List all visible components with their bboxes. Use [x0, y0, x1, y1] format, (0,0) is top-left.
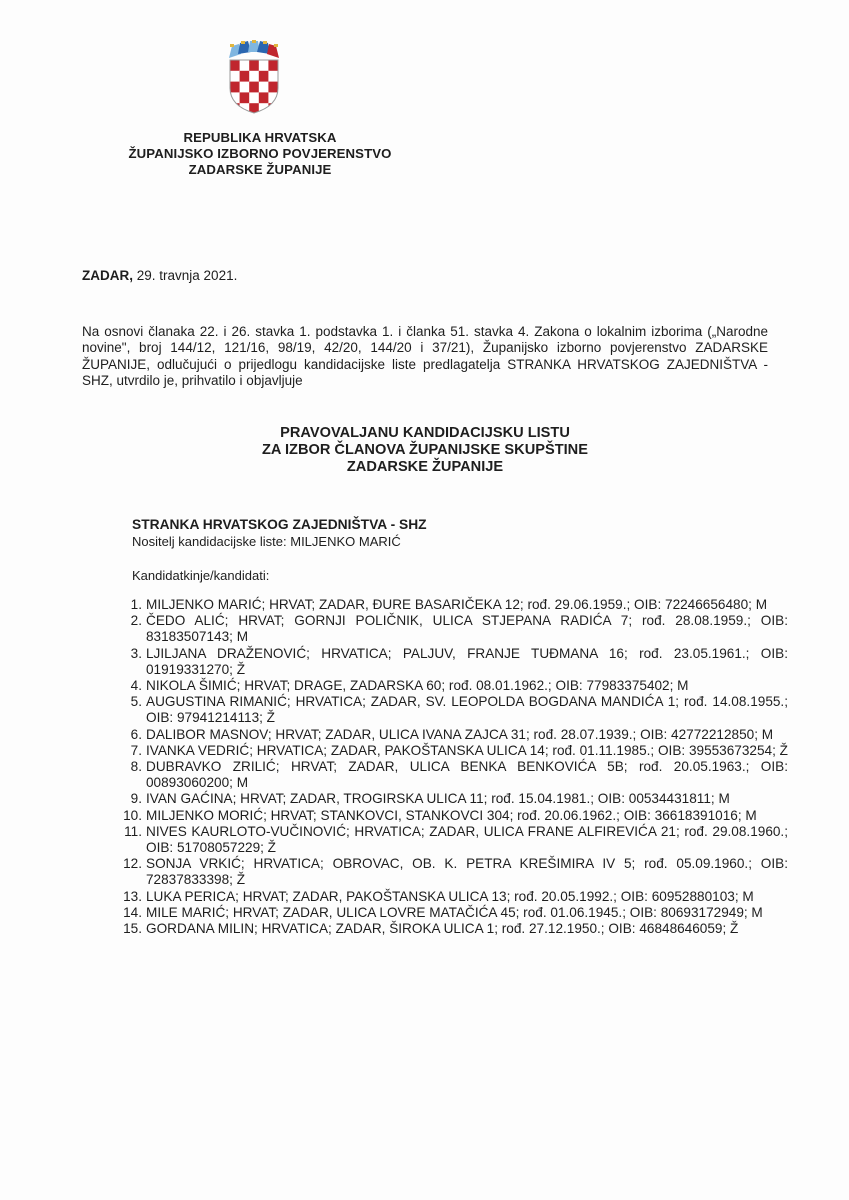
candidate-item: [120, 727, 788, 743]
candidate-details: AUGUSTINA RIMANIĆ; HRVATICA; ZADAR, SV. LEOPOLDA BOGDANA MANDIĆA 1; rođ. 14.08.1955.; OIB: 97941214113; Ž: [146, 694, 788, 726]
candidate-number: 11.: [124, 823, 142, 839]
candidate-number: 7.: [130, 742, 142, 758]
candidate-number: 14.: [123, 904, 142, 920]
candidate-item: [120, 921, 788, 937]
date-place: ZADAR,: [82, 268, 133, 283]
candidate-item: [120, 597, 788, 613]
candidate-number: 4.: [130, 678, 142, 694]
croatian-coat-of-arms-icon: [226, 40, 282, 114]
candidate-number: 15.: [123, 921, 142, 937]
candidate-number: 6.: [130, 726, 142, 742]
candidate-item: [120, 808, 788, 824]
candidate-details: DALIBOR MASNOV; HRVAT; ZADAR, ULICA IVANA ZAJCA 31; rođ. 28.07.1939.; OIB: 42772212850; M: [146, 726, 774, 742]
header-line-2: ŽUPANIJSKO IZBORNO POVJERENSTVO: [128, 146, 392, 161]
candidate-details: SONJA VRKIĆ; HRVATICA; OBROVAC, OB. K. PETRA KREŠIMIRA IV 5; rođ. 05.09.1960.; OIB: 72837833398; Ž: [146, 856, 788, 888]
candidate-details: LJILJANA DRAŽENOVIĆ; HRVATICA; PALJUV, FRANJE TUĐMANA 16; rođ. 23.05.1961.; OIB: 01919331270; Ž: [146, 645, 788, 677]
candidate-item: [120, 824, 788, 856]
candidate-details: IVAN GAĆINA; HRVAT; ZADAR, TROGIRSKA ULICA 11; rođ. 15.04.1981.; OIB: 00534431811; M: [146, 791, 730, 807]
candidate-details: DUBRAVKO ZRILIĆ; HRVAT; ZADAR, ULICA BENKA BENKOVIĆA 5B; rođ. 20.05.1963.; OIB: 00893060200; M: [146, 759, 788, 791]
candidates-label: Kandidatkinje/kandidati:: [132, 568, 270, 583]
candidate-number: 9.: [130, 791, 142, 807]
candidate-item: [120, 889, 788, 905]
candidate-item: [120, 613, 788, 645]
candidate-details: ČEDO ALIĆ; HRVAT; GORNJI POLIČNIK, ULICA STJEPANA RADIĆA 7; rođ. 28.08.1959.; OIB: 83183507143; M: [146, 613, 788, 645]
candidate-details: GORDANA MILIN; HRVATICA; ZADAR, ŠIROKA ULICA 1; rođ. 27.12.1950.; OIB: 46848646059; Ž: [146, 921, 739, 937]
party-name: STRANKA HRVATSKOG ZAJEDNIŠTVA - SHZ: [132, 517, 427, 532]
candidate-details: MILJENKO MARIĆ; HRVAT; ZADAR, ĐURE BASARIČEKA 12; rođ. 29.06.1959.; OIB: 72246656480; M: [146, 597, 768, 612]
candidate-number: 1.: [130, 597, 142, 612]
candidate-item: [120, 905, 788, 921]
issuer-header: [100, 130, 420, 178]
candidate-item: [120, 856, 788, 888]
candidate-number: 8.: [130, 759, 142, 775]
title-line-1: PRAVOVALJANU KANDIDACIJSKU LISTU: [280, 425, 570, 441]
list-holder: Nositelj kandidacijske liste: MILJENKO MARIĆ: [132, 534, 401, 549]
candidate-details: MILE MARIĆ; HRVAT; ZADAR, ULICA LOVRE MATAČIĆA 45; rođ. 01.06.1945.; OIB: 80693172949; M: [146, 904, 763, 920]
header-line-3: ZADARSKE ŽUPANIJE: [188, 162, 332, 177]
candidate-item: [120, 759, 788, 791]
header-line-1: REPUBLIKA HRVATSKA: [183, 130, 337, 145]
candidate-details: MILJENKO MORIĆ; HRVAT; STANKOVCI, STANKOVCI 304; rođ. 20.06.1962.; OIB: 36618391016; M: [146, 807, 757, 823]
candidate-number: 3.: [130, 645, 142, 661]
candidate-list: [120, 597, 788, 937]
candidate-number: 2.: [130, 613, 142, 629]
document-date: [82, 268, 237, 283]
candidate-details: NIVES KAURLOTO-VUČINOVIĆ; HRVATICA; ZADAR, ULICA FRANE ALFIREVIĆA 21; rođ. 29.08.1960.; OIB: 51708057229; Ž: [146, 823, 788, 856]
title-line-2: ZA IZBOR ČLANOVA ŽUPANIJSKE SKUPŠTINE: [262, 442, 588, 458]
candidate-number: 5.: [130, 694, 142, 710]
candidate-details: NIKOLA ŠIMIĆ; HRVAT; DRAGE, ZADARSKA 60; rođ. 08.01.1962.; OIB: 77983375402; M: [146, 678, 689, 694]
candidate-item: [120, 743, 788, 759]
candidate-item: [120, 791, 788, 807]
intro-paragraph: Na osnovi članaka 22. i 26. stavka 1. podstavka 1. i članka 51. stavka 4. Zakona o lokalnim izborima („Narodne novine", broj 144/12, 121/16, 98/19, 42/20, 144/20 i 37/21), Županijsko izborno povjerenstvo ZADARSKE ŽUPANIJE, odlučujući o prijedlogu kandidacijske liste predlagatelja STRANKA HRVATSKOG ZAJEDNIŠTVA - SHZ, utvrdilo je, prihvatilo i objavljuje: [82, 324, 768, 388]
candidate-details: IVANKA VEDRIĆ; HRVATICA; ZADAR, PAKOŠTANSKA ULICA 14; rođ. 01.11.1985.; OIB: 39553673254; Ž: [146, 742, 788, 758]
candidate-item: [120, 646, 788, 678]
candidate-item: [120, 678, 788, 694]
candidate-details: LUKA PERICA; HRVAT; ZADAR, PAKOŠTANSKA ULICA 13; rođ. 20.05.1992.; OIB: 60952880103; M: [146, 888, 754, 904]
title-line-3: ZADARSKE ŽUPANIJE: [346, 459, 504, 475]
candidate-number: 10.: [123, 807, 142, 823]
document-title: [200, 425, 650, 476]
candidate-number: 12.: [123, 856, 142, 872]
candidate-item: [120, 694, 788, 726]
date-text: 29. travnja 2021.: [136, 268, 238, 283]
candidate-number: 13.: [123, 888, 142, 904]
